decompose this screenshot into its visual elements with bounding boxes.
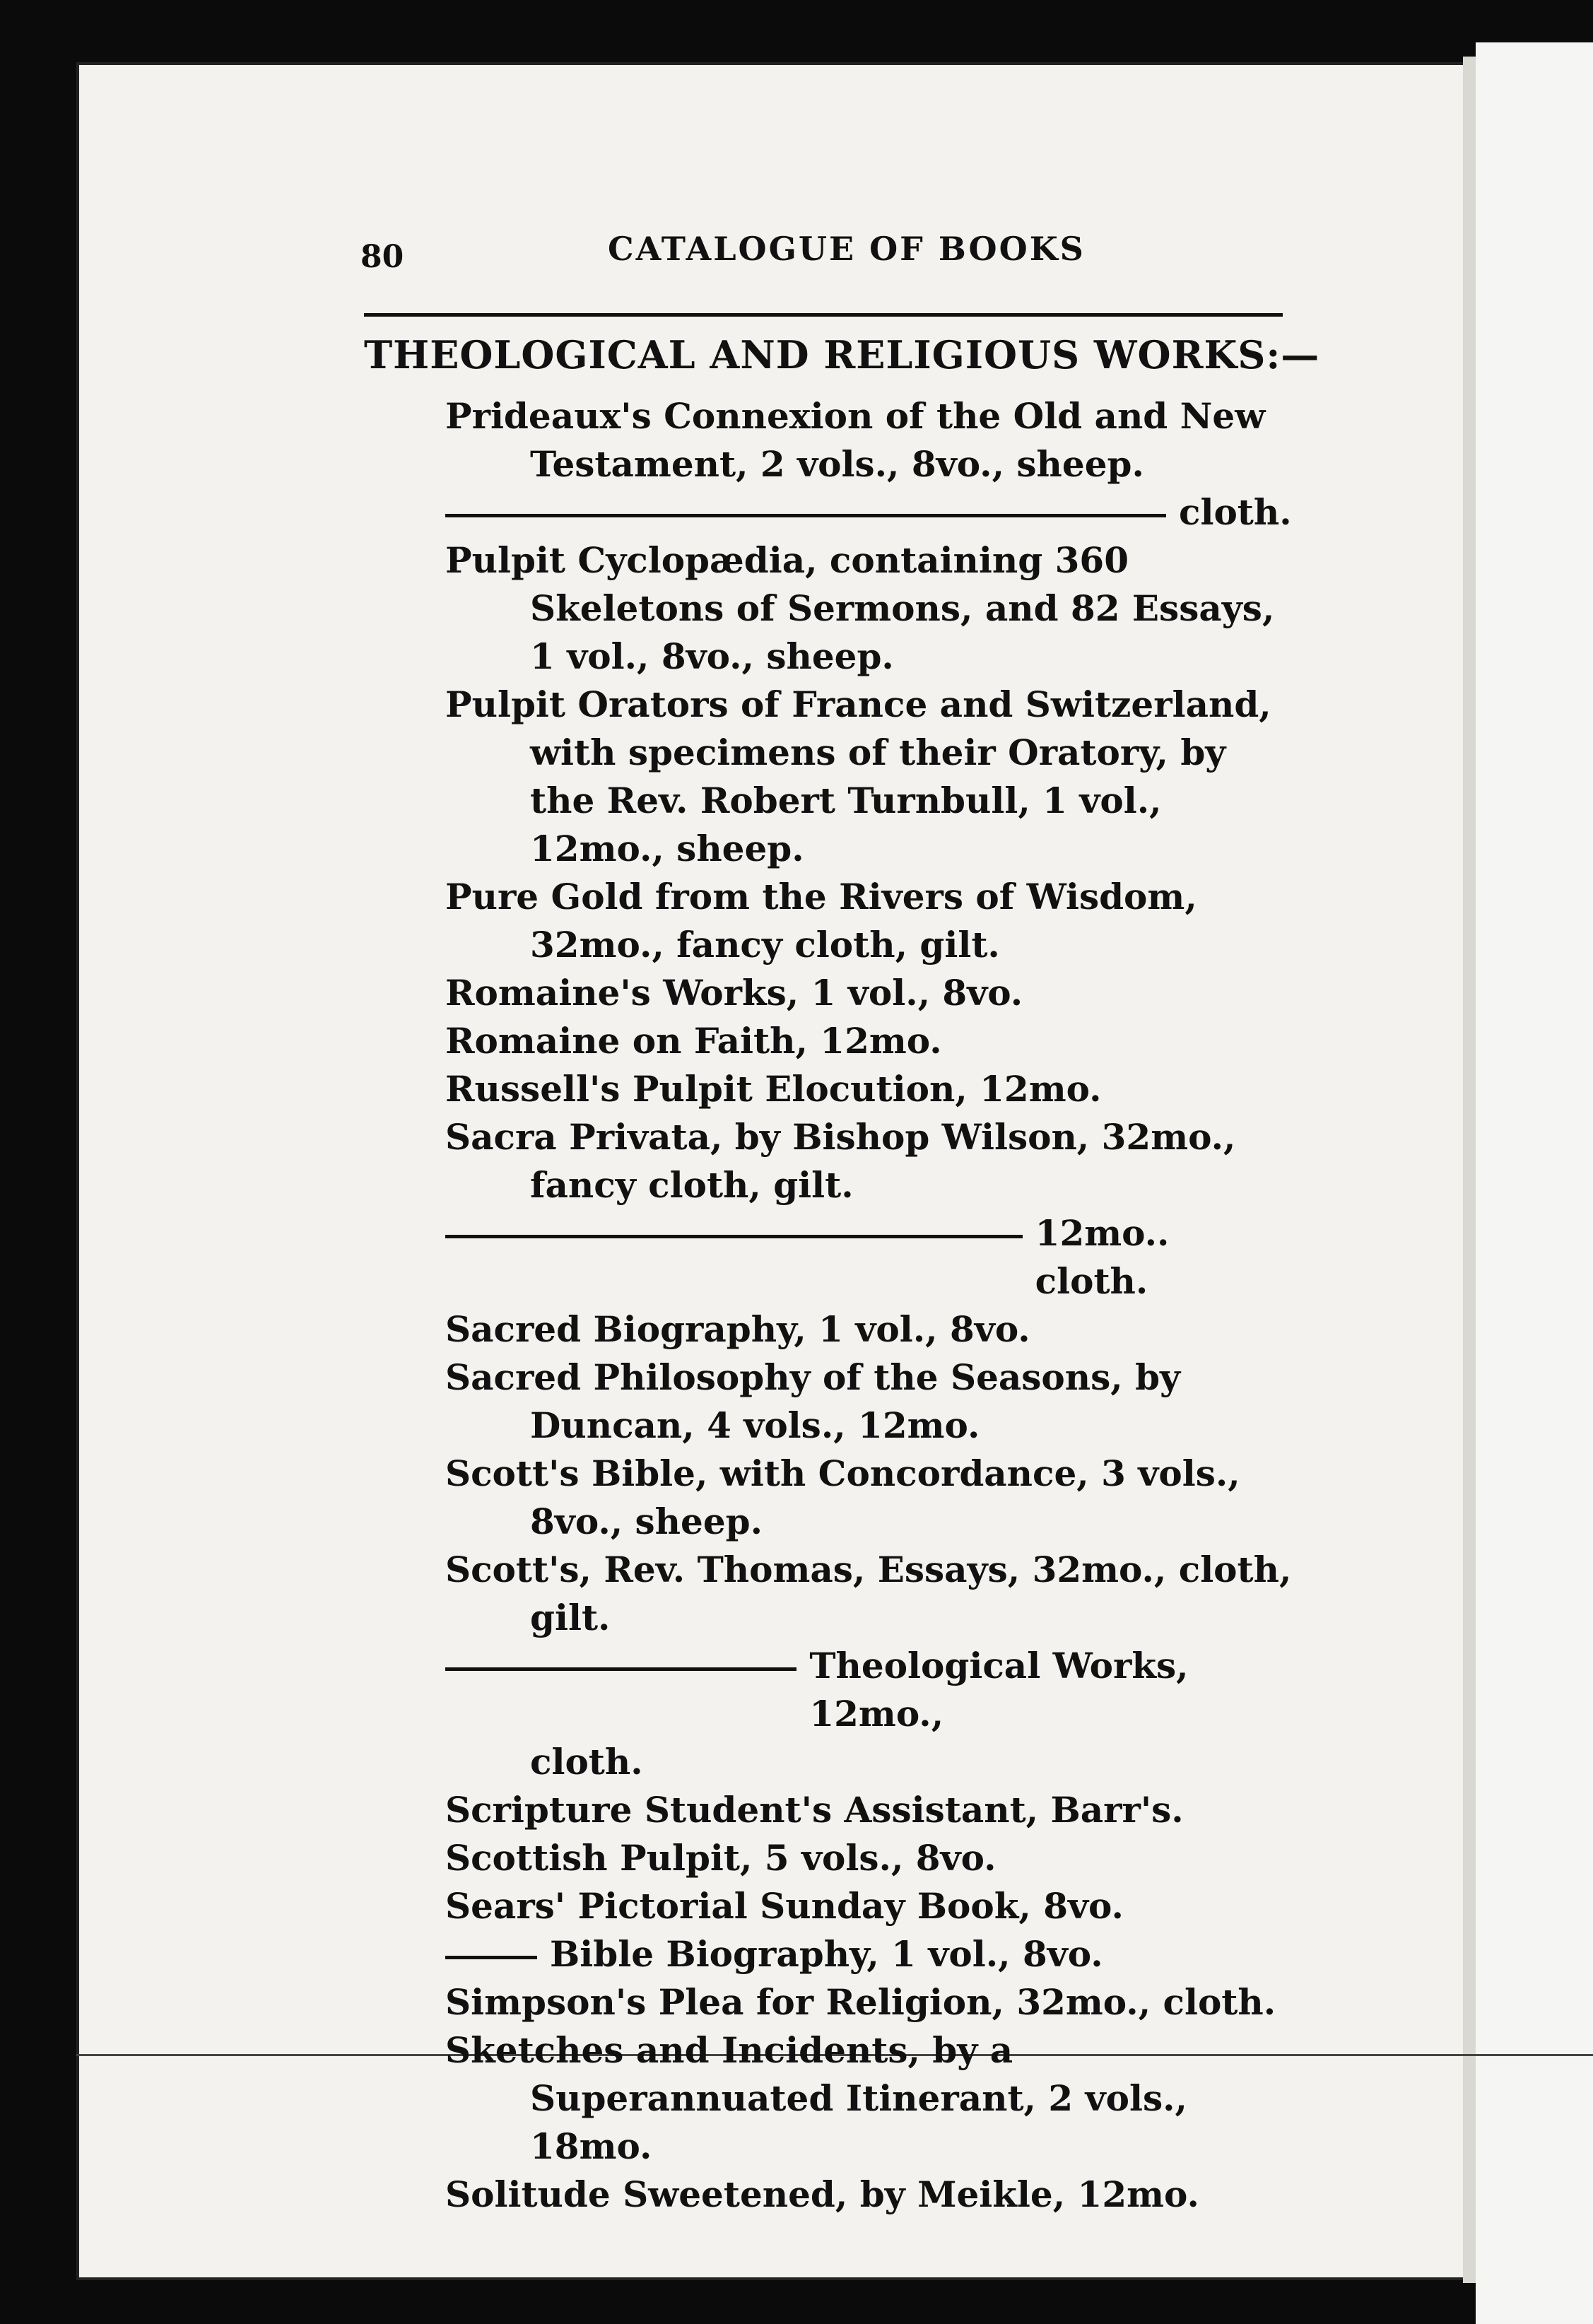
catalogue-entry: Sacra Privata, by Bishop Wilson, 32mo., fancy cloth, gilt.	[445, 1116, 1236, 1206]
section-title: THEOLOGICAL AND RELIGIOUS WORKS:—	[364, 332, 1320, 377]
page-gutter	[1463, 57, 1476, 2283]
ditto-entry	[445, 1642, 1293, 1786]
ditto-entry-text: 12mo.. cloth.	[1035, 1212, 1170, 1302]
catalogue-entry: Solitude Sweetened, by Meikle, 12mo.	[445, 2173, 1199, 2215]
catalogue-entry: Sacred Biography, 1 vol., 8vo.	[445, 1308, 1030, 1350]
ditto-entry-continuation: cloth.	[530, 1741, 643, 1783]
ditto-entry	[445, 1209, 1293, 1305]
catalogue-entry: Scripture Student's Assistant, Barr's.	[445, 1789, 1184, 1831]
catalogue-entry: Romaine on Faith, 12mo.	[445, 1020, 942, 1062]
ditto-dash	[445, 1235, 1023, 1238]
catalogue-entry: Sacred Philosophy of the Seasons, by Duncan, 4 vols., 12mo.	[445, 1356, 1181, 1446]
ditto-entry-text: Theological Works, 12mo.,	[809, 1645, 1189, 1735]
ditto-dash	[445, 1667, 796, 1671]
catalogue-entry: Russell's Pulpit Elocution, 12mo.	[445, 1068, 1102, 1110]
ditto-dash	[445, 1956, 537, 1959]
catalogue-entry: Pulpit Cyclopædia, containing 360 Skeletons of Sermons, and 82 Essays, 1 vol., 8vo., sheep.	[445, 539, 1275, 677]
catalogue-entry: Scott's, Rev. Thomas, Essays, 32mo., cloth, gilt.	[445, 1549, 1292, 1638]
ditto-entry-text: Bible Biography, 1 vol., 8vo.	[550, 1933, 1103, 1975]
page-number: 80	[360, 239, 404, 275]
ditto-entry	[445, 488, 1293, 536]
catalogue-entries	[445, 392, 1293, 2219]
catalogue-entry: Scott's Bible, with Concordance, 3 vols., 8vo., sheep.	[445, 1452, 1240, 1542]
catalogue-entry: Romaine's Works, 1 vol., 8vo.	[445, 972, 1023, 1014]
ditto-entry	[445, 1930, 1293, 1978]
adjacent-page-edge	[1476, 42, 1593, 2324]
ditto-entry-text: cloth.	[1179, 491, 1292, 533]
catalogue-entry: Sketches and Incidents, by a Superannuated Itinerant, 2 vols., 18mo.	[445, 2029, 1187, 2167]
catalogue-entry: Simpson's Plea for Religion, 32mo., cloth.	[445, 1981, 1276, 2023]
ditto-dash	[445, 514, 1166, 517]
catalogue-entry: Sears' Pictorial Sunday Book, 8vo.	[445, 1885, 1124, 1927]
header-rule	[364, 313, 1283, 317]
catalogue-entry: Pulpit Orators of France and Switzerland, with specimens of their Oratory, by the Rev. Robert Turnbull, 1 vol., 12mo., sheep.	[445, 683, 1271, 869]
catalogue-entry: Pure Gold from the Rivers of Wisdom, 32mo., fancy cloth, gilt.	[445, 876, 1197, 966]
catalogue-entry: Prideaux's Connexion of the Old and New Testament, 2 vols., 8vo., sheep.	[445, 395, 1266, 485]
catalogue-entry: Scottish Pulpit, 5 vols., 8vo.	[445, 1837, 997, 1879]
running-head: CATALOGUE OF BOOKS	[608, 230, 1086, 268]
